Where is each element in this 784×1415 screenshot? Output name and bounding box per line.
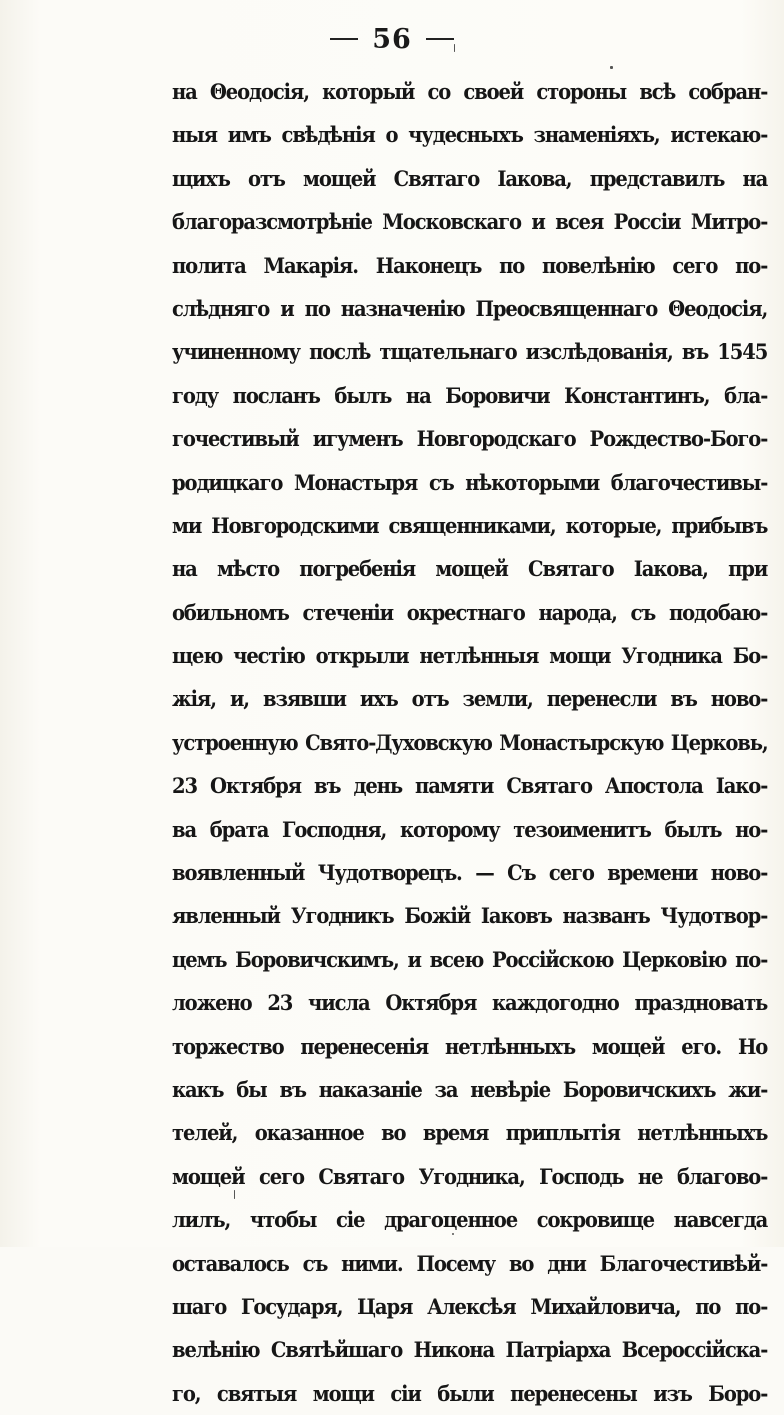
text-line: оставалось съ ними. Посему во дни Благочестивѣй- [172,1250,768,1276]
text-line: обильномъ стеченіи окрестнаго народа, съ подобаю- [172,599,768,625]
text-line: родицкаго Монастыря съ нѣкоторыми благочестивы- [172,469,768,495]
paper-speck [610,66,613,69]
text-line: явленный Угодникъ Божій Іаковъ названъ Чудотвор- [172,903,768,929]
text-line: ложено 23 числа Октября каждогодно праздновать [172,990,768,1016]
right-dash [426,38,454,40]
text-line: мощей сего Святаго Угодника, Господь не благово- [172,1163,768,1189]
text-line: 23 Октября въ день памяти Святаго Апостола Іако- [172,773,768,799]
text-line: году посланъ былъ на Боровичи Константинъ, бла- [172,382,768,408]
text-line: ми Новгородскими священниками, которые, прибывъ [172,512,768,538]
text-line: ныя имъ свѣдѣнія о чудесныхъ знаменіяхъ, истекаю- [172,122,768,148]
text-line: телей, оказанное во время приплытія нетлѣнныхъ [172,1120,768,1146]
text-line: слѣдняго и по назначенію Преосвященнаго Θеодосія, [172,295,768,321]
text-line: цемъ Боровичскимъ, и всею Россійскою Церковію по- [172,946,768,972]
text-line: лилъ, чтобы сіе драгоценное сокровище навсегда [172,1207,768,1233]
text-line: какъ бы въ наказаніе за невѣріе Боровичскихъ жи- [172,1076,768,1102]
text-line: ва брата Господня, которому тезоименитъ былъ но- [172,816,768,842]
text-line: щихъ отъ мощей Святаго Іакова, представилъ на [172,165,768,191]
page-number-header [0,24,784,55]
text-line: благоразсмотрѣніе Московскаго и всея Россіи Митро- [172,209,768,235]
text-line: полита Макарія. Наконецъ по повелѣнію сего по- [172,252,768,278]
paper-speck [454,44,455,52]
text-line: шаго Государя, Царя Алексѣя Михайловича, по по- [172,1293,768,1319]
page-number: 56 [372,24,412,55]
text-line: велѣнію Святѣйшаго Никона Патріарха Всероссійска- [172,1337,768,1363]
paper-speck [234,1190,235,1199]
text-line: на мѣсто погребенія мощей Святаго Іакова, при [172,556,768,582]
text-line: учиненному послѣ тщательнаго изслѣдованія, въ 1545 [172,339,768,365]
left-dash [330,38,358,40]
text-line: на Θеодосія, который со своей стороны всѣ собран- [172,79,768,104]
text-line: жія, и, взявши ихъ отъ земли, перенесли въ ново- [172,686,768,712]
paper-speck [452,1233,454,1235]
text-line: воявленный Чудотворецъ. — Съ сего времени ново- [172,860,768,886]
text-line: гочестивый игуменъ Новгородскаго Рождество-Бого- [172,426,768,452]
text-line: го, святыя мощи сіи были перенесены изъ Боро- [172,1380,768,1406]
text-line: устроенную Свято-Духовскую Монастырскую Церковь, [172,729,768,755]
body-text [172,70,766,1415]
text-line: торжество перенесенія нетлѣнныхъ мощей его. Но [172,1033,768,1059]
text-line: щею честію открыли нетлѣнныя мощи Угодника Бо- [172,643,768,669]
